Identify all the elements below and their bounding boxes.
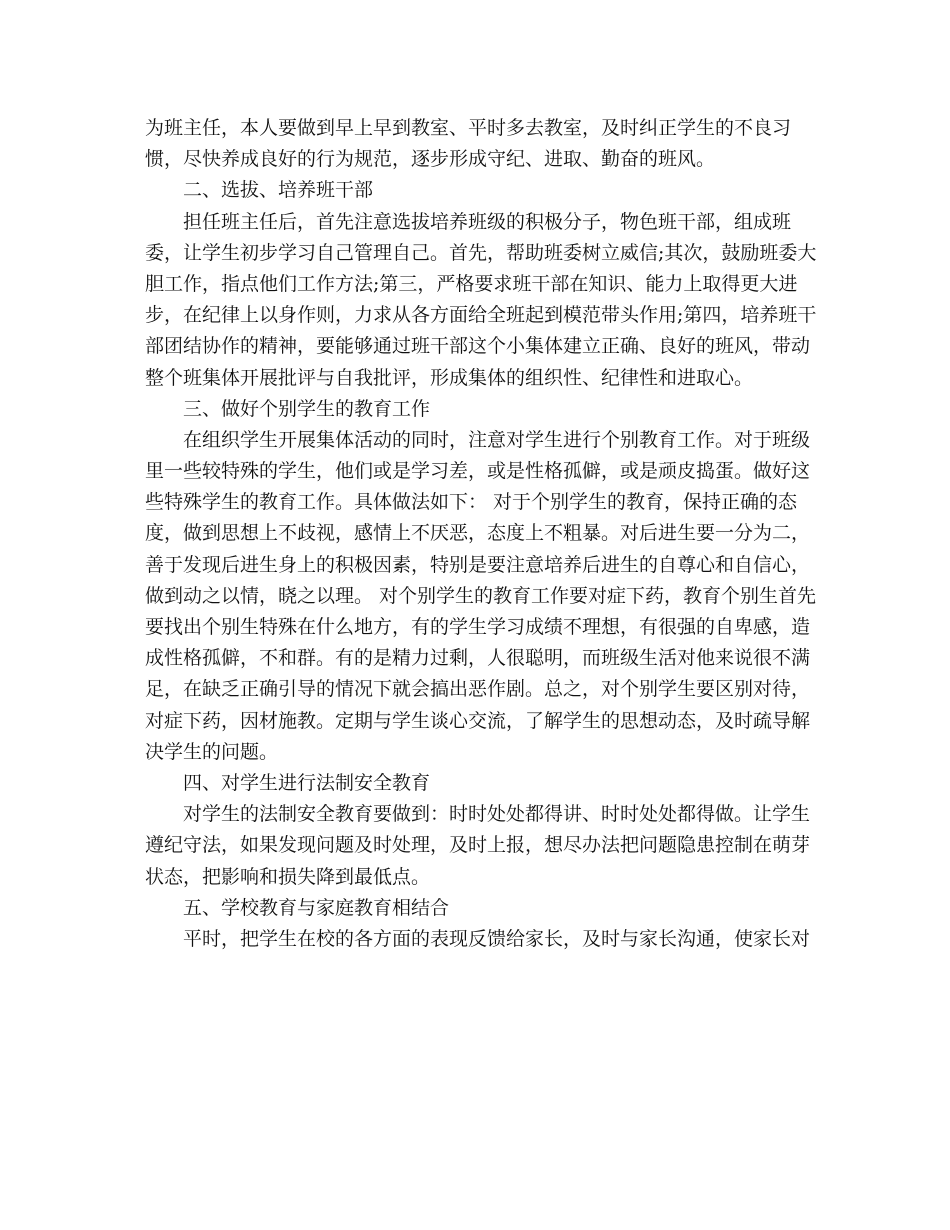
text-line: 部团结协作的精神，要能够通过班干部这个小集体建立正确、良好的班风，带动 [145, 335, 811, 358]
text-line: 为班主任，本人要做到早上早到教室、平时多去教室，及时纠正学生的不良习 [145, 117, 792, 139]
text-line: 善于发现后进生身上的积极因素，特别是要注意培养后进生的自尊心和自信心， [145, 553, 811, 576]
text-line: 足，在缺乏正确引导的情况下就会搞出恶作剧。总之，对个别学生要区别对待， [145, 678, 811, 701]
text-line: 遵纪守法，如果发现问题及时处理，及时上报，想尽办法把问题隐患控制在萌芽 [145, 834, 811, 857]
section-heading: 五、学校教育与家庭教育相结合 [145, 896, 450, 919]
text-line: 状态，把影响和损失降到最低点。 [145, 865, 431, 888]
text-line: 胆工作，指点他们工作方法;第三，严格要求班干部在知识、能力上取得更大进 [145, 272, 798, 295]
section-heading: 三、做好个别学生的教育工作 [145, 397, 431, 420]
text-line: 平时，把学生在校的各方面的表现反馈给家长，及时与家长沟通，使家长对 [145, 927, 811, 950]
text-line: 在组织学生开展集体活动的同时，注意对学生进行个别教育工作。对于班级 [145, 428, 811, 451]
document-body [145, 113, 817, 955]
text-line: 担任班主任后，首先注意选拔培养班级的积极分子，物色班干部，组成班 [145, 210, 792, 233]
text-line: 要找出个别生特殊在什么地方，有的学生学习成绩不理想，有很强的自卑感，造 [145, 616, 811, 638]
text-line: 成性格孤僻，不和群。有的是精力过剩，人很聪明，而班级生活对他来说很不满 [145, 647, 811, 670]
text-line: 对症下药，因材施教。定期与学生谈心交流，了解学生的思想动态，及时疏导解 [145, 709, 811, 732]
text-line: 度，做到思想上不歧视，感情上不厌恶，态度上不粗暴。对后进生要一分为二， [145, 522, 811, 545]
section-heading: 二、选拔、培养班干部 [145, 179, 374, 202]
section-heading: 四、对学生进行法制安全教育 [145, 771, 431, 794]
text-line: 些特殊学生的教育工作。具体做法如下： 对于个别学生的教育，保持正确的态 [145, 491, 798, 514]
text-line: 做到动之以情，晓之以理。 对个别学生的教育工作要对症下药，教育个别生首先 [145, 584, 817, 607]
text-line: 惯，尽快养成良好的行为规范，逐步形成守纪、进取、勤奋的班风。 [145, 148, 716, 171]
text-line: 委，让学生初步学习自己管理自己。首先，帮助班委树立威信;其次，鼓励班委大 [145, 241, 817, 264]
text-line: 对学生的法制安全教育要做到：时时处处都得讲、时时处处都得做。让学生 [145, 803, 811, 826]
text-line: 整个班集体开展批评与自我批评，形成集体的组织性、纪律性和进取心。 [145, 366, 754, 389]
text-line: 里一些较特殊的学生，他们或是学习差，或是性格孤僻，或是顽皮捣蛋。做好这 [145, 460, 811, 483]
text-line: 步，在纪律上以身作则，力求从各方面给全班起到模范带头作用;第四，培养班干 [145, 304, 817, 327]
text-line: 决学生的问题。 [145, 740, 279, 763]
